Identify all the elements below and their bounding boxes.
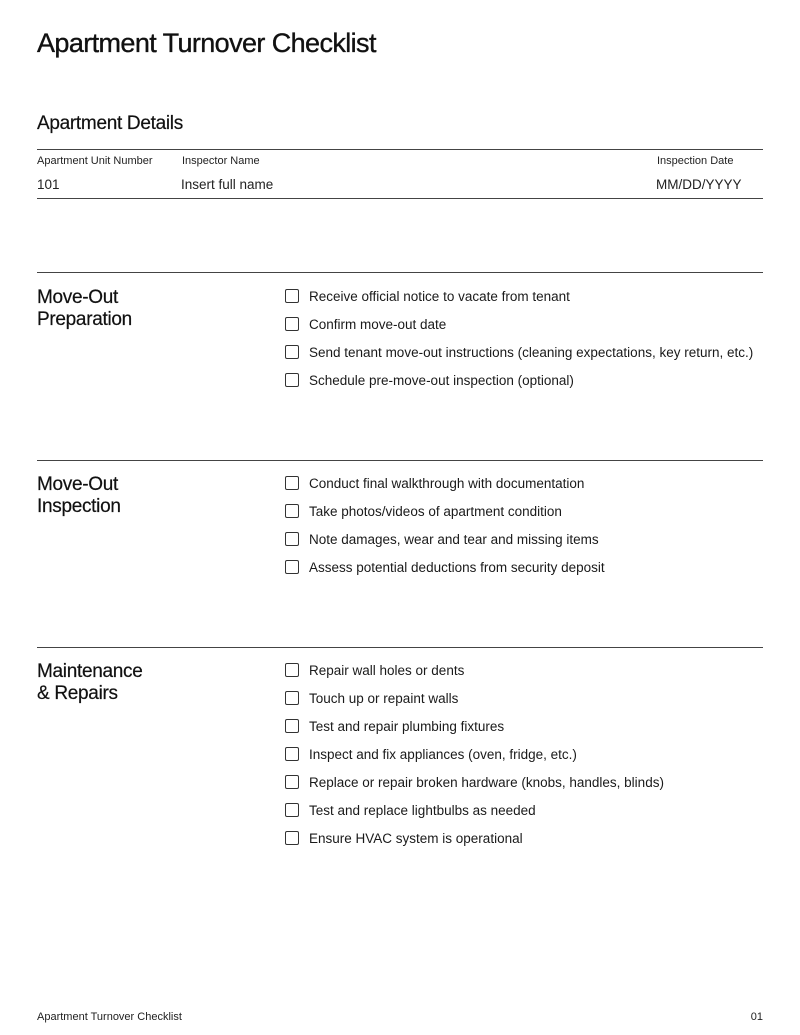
checkbox[interactable] [285, 504, 299, 518]
section-title-maintenance-repairs [37, 661, 237, 705]
checklist-item-label: Touch up or repaint walls [309, 690, 459, 706]
section-title-line: Preparation [37, 309, 132, 330]
checkbox[interactable] [285, 775, 299, 789]
inspector-name-field[interactable]: Insert full name [181, 177, 274, 192]
section-title-line: & Repairs [37, 683, 118, 704]
list-item [285, 338, 753, 366]
checklist-item-label: Note damages, wear and tear and missing items [309, 531, 599, 547]
checkbox[interactable] [285, 719, 299, 733]
list-item [285, 553, 605, 581]
checkbox[interactable] [285, 476, 299, 490]
list-item [285, 497, 605, 525]
section-title-move-out-inspection [37, 474, 237, 518]
checklist-item-label: Receive official notice to vacate from tenant [309, 288, 570, 304]
section-title-line: Move-Out [37, 474, 119, 495]
list-item [285, 712, 664, 740]
inspector-name-label: Inspector Name [182, 155, 260, 167]
divider [37, 198, 763, 199]
checkbox[interactable] [285, 560, 299, 574]
unit-number-label: Apartment Unit Number [37, 155, 153, 167]
divider [37, 647, 763, 648]
checklist-item-label: Ensure HVAC system is operational [309, 830, 523, 846]
checkbox[interactable] [285, 831, 299, 845]
list-item [285, 656, 664, 684]
inspection-date-label: Inspection Date [657, 155, 734, 167]
list-item [285, 740, 664, 768]
checkbox[interactable] [285, 289, 299, 303]
checklist-item-label: Conduct final walkthrough with documentation [309, 475, 585, 491]
section-title-line: Inspection [37, 496, 121, 517]
checklist-item-label: Schedule pre-move-out inspection (optional) [309, 372, 574, 388]
section-title-line: Move-Out [37, 287, 119, 308]
footer-title: Apartment Turnover Checklist [37, 1011, 182, 1023]
checklist-item-label: Replace or repair broken hardware (knobs, handles, blinds) [309, 774, 664, 790]
checkbox[interactable] [285, 691, 299, 705]
checkbox[interactable] [285, 532, 299, 546]
checklist-item-label: Test and repair plumbing fixtures [309, 718, 505, 734]
checklist-move-out-preparation [285, 282, 753, 394]
checklist-maintenance-repairs [285, 656, 664, 852]
checklist-item-label: Repair wall holes or dents [309, 662, 465, 678]
checklist-item-label: Inspect and fix appliances (oven, fridge, etc.) [309, 746, 577, 762]
checkbox[interactable] [285, 747, 299, 761]
checklist-item-label: Take photos/videos of apartment condition [309, 503, 562, 519]
list-item [285, 796, 664, 824]
checklist-item-label: Send tenant move-out instructions (cleaning expectations, key return, etc.) [309, 344, 754, 360]
list-item [285, 469, 605, 497]
checklist-item-label: Confirm move-out date [309, 316, 447, 332]
checklist-item-label: Test and replace lightbulbs as needed [309, 802, 536, 818]
divider [37, 149, 763, 150]
checkbox[interactable] [285, 345, 299, 359]
list-item [285, 824, 664, 852]
list-item [285, 282, 753, 310]
list-item [285, 366, 753, 394]
checklist-move-out-inspection [285, 469, 605, 581]
checkbox[interactable] [285, 373, 299, 387]
section-title-line: Maintenance [37, 661, 143, 682]
list-item [285, 525, 605, 553]
unit-number-field[interactable]: 101 [37, 177, 60, 192]
divider [37, 272, 763, 273]
list-item [285, 768, 664, 796]
checklist-item-label: Assess potential deductions from security deposit [309, 559, 605, 575]
section-title-move-out-preparation [37, 287, 237, 331]
divider [37, 460, 763, 461]
apartment-details-heading: Apartment Details [37, 113, 183, 134]
checkbox[interactable] [285, 317, 299, 331]
list-item [285, 684, 664, 712]
page-title: Apartment Turnover Checklist [37, 28, 376, 58]
list-item [285, 310, 753, 338]
checkbox[interactable] [285, 663, 299, 677]
checkbox[interactable] [285, 803, 299, 817]
page-number: 01 [750, 1011, 763, 1023]
inspection-date-field[interactable]: MM/DD/YYYY [656, 177, 742, 192]
